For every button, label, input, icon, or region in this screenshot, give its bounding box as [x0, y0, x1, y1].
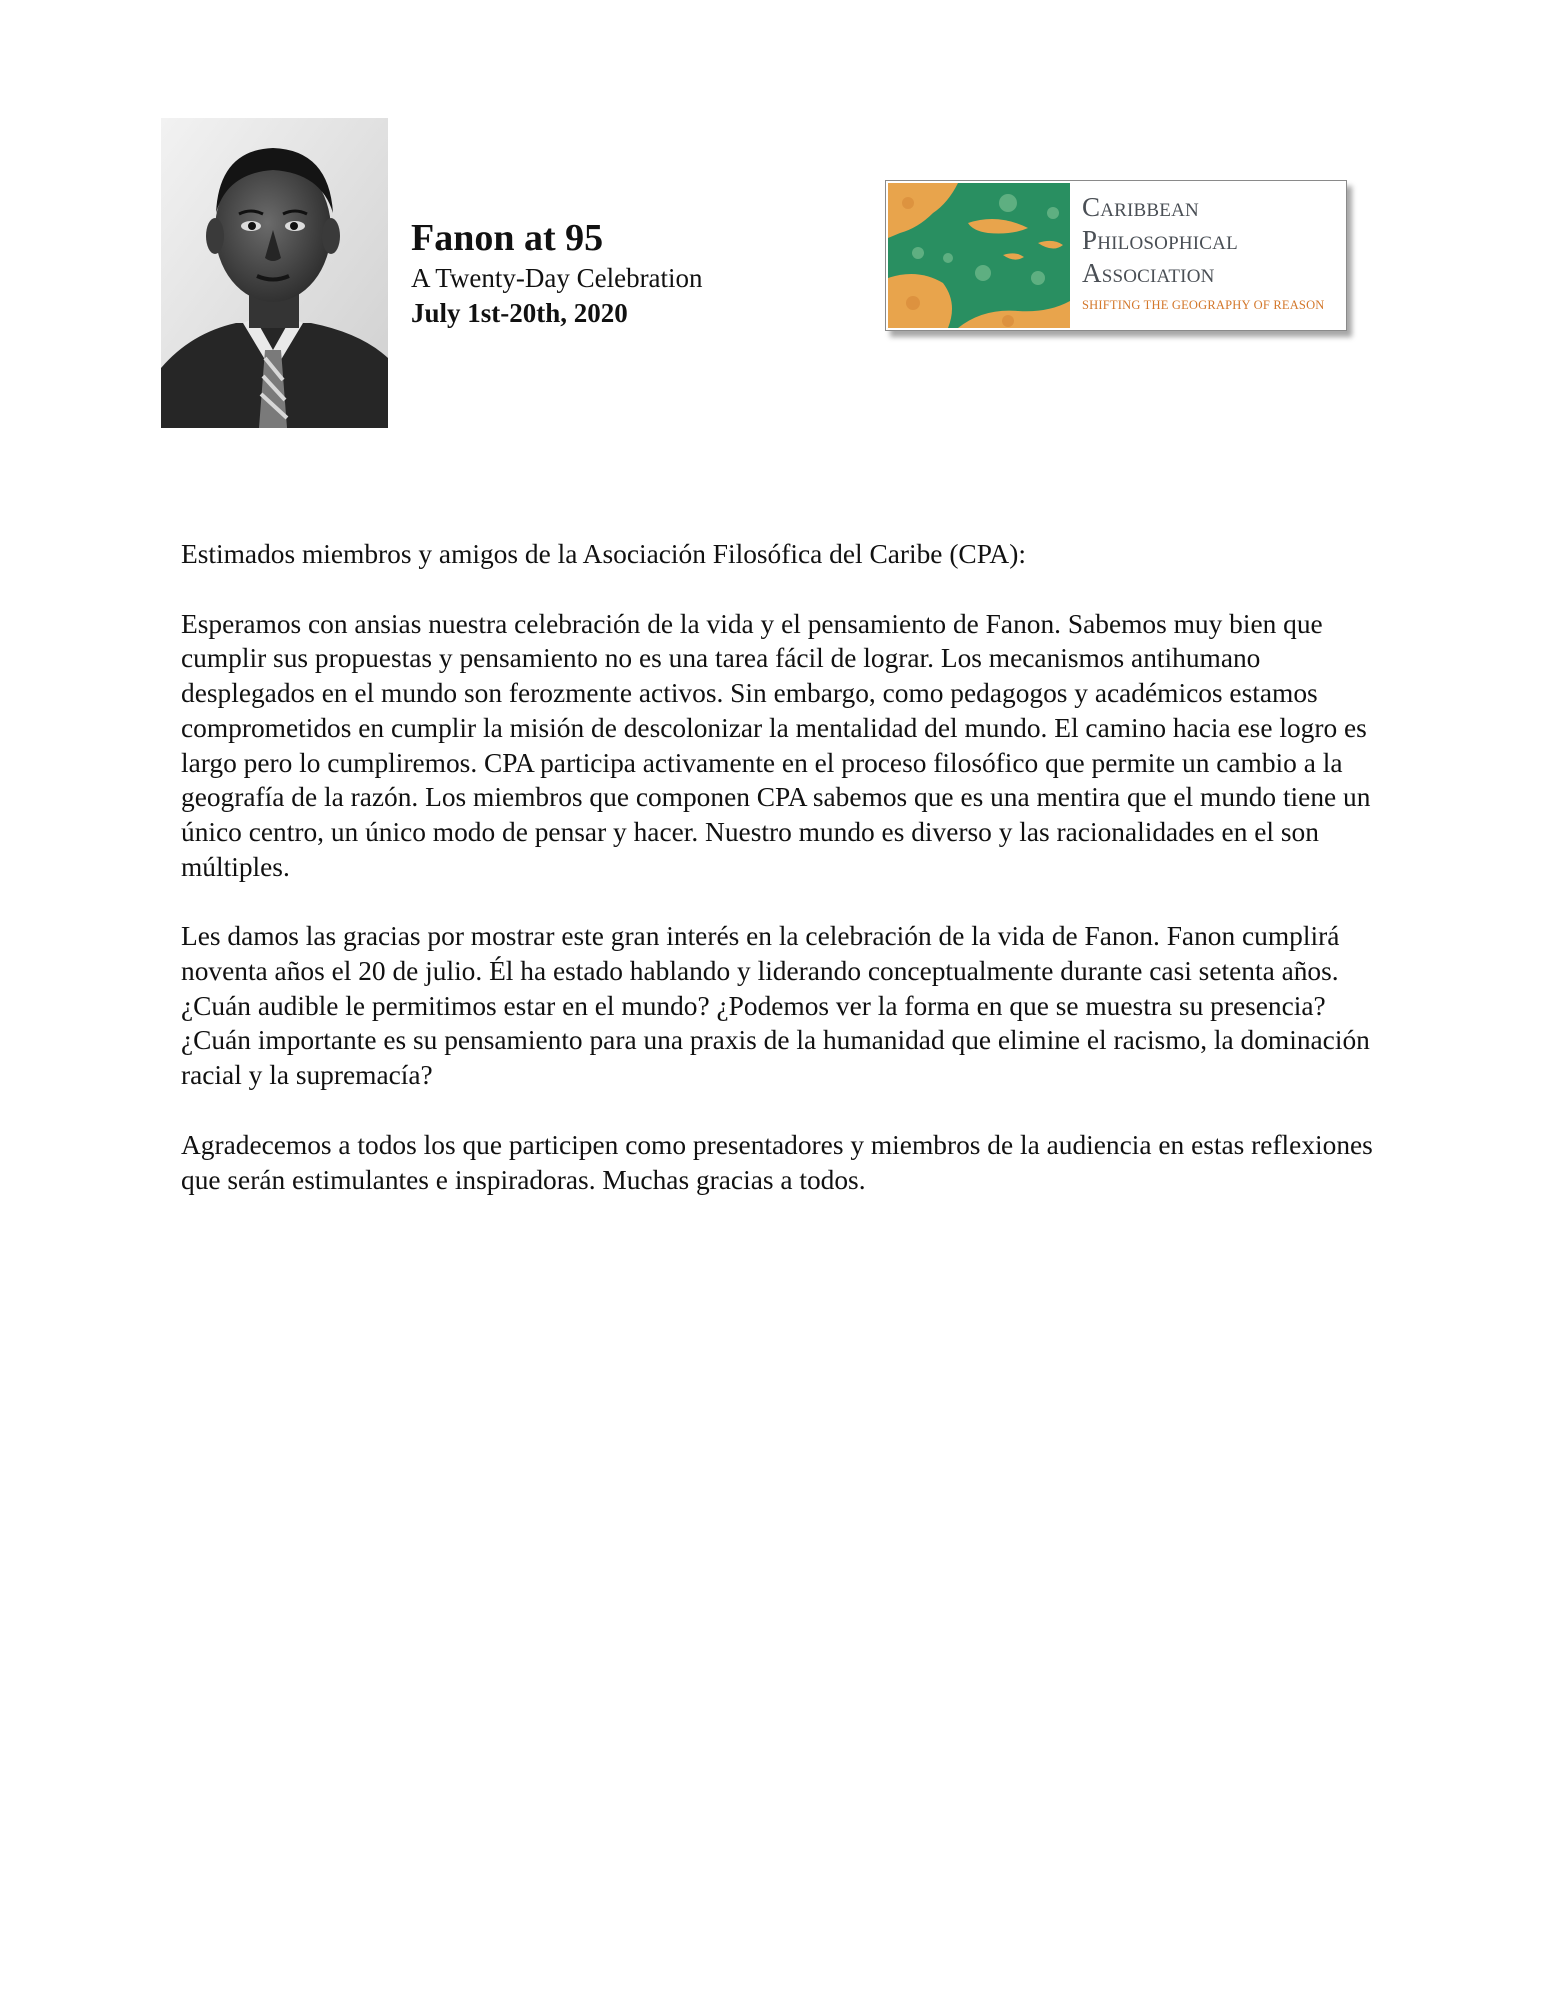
cpa-logo	[885, 180, 1347, 331]
event-title: Fanon at 95	[411, 217, 604, 259]
letter-paragraph-1: Esperamos con ansias nuestra celebración de la vida y el pensamiento de Fanon. Sabemos muy bien que cumplir sus propuestas y pensamiento no es una tarea fácil de lograr. Los mecanismos antihumano desplegados en el mundo son ferozmente activos. Sin embargo, como pedagogos y académicos estamos comprometidos en cumplir la misión de descolonizar la mentalidad del mundo. El camino hacia ese logro es largo pero lo cumpliremos. CPA participa activamente en el proceso filosófico que permite un cambio a la geografía de la razón. Los miembros que componen CPA sabemos que es una mentira que el mundo tiene un único centro, un único modo de pensar y hacer. Nuestro mundo es diverso y las racionalidades en el son múltiples.	[181, 608, 1371, 882]
logo-wordmark	[1082, 191, 1344, 313]
event-subtitle: A Twenty-Day Celebration	[411, 263, 703, 293]
portrait-illustration	[161, 118, 388, 428]
event-title-block	[411, 216, 831, 330]
portrait-photo	[161, 118, 388, 428]
logo-tagline: SHIFTING THE GEOGRAPHY OF REASON	[1082, 298, 1325, 312]
logo-line-3: Association	[1082, 258, 1215, 288]
letter-paragraph-2: Les damos las gracias por mostrar este gran interés en la celebración de la vida de Fanon. Fanon cumplirá noventa años el 20 de julio. Él ha estado hablando y liderando conceptualmente durante casi setenta años. ¿Cuán audible le permitimos estar en el mundo? ¿Podemos ver la forma en que se muestra su presencia? ¿Cuán importante es su pensamiento para una praxis de la humanidad que elimine el racismo, la dominación racial y la supremacía?	[181, 921, 1370, 1091]
caribbean-map-icon	[888, 183, 1070, 328]
logo-line-2: Philosophical	[1082, 225, 1238, 255]
letter-paragraph-3: Agradecemos a todos los que participen como presentadores y miembros de la audiencia en estas reflexiones que serán estimulantes e inspiradoras. Muchas gracias a todos.	[181, 1129, 1373, 1195]
logo-line-1: Caribbean	[1082, 192, 1199, 222]
event-dates: July 1st-20th, 2020	[411, 298, 628, 328]
letter-body	[181, 537, 1381, 1232]
letter-greeting: Estimados miembros y amigos de la Asociación Filosófica del Caribe (CPA):	[181, 539, 1026, 569]
